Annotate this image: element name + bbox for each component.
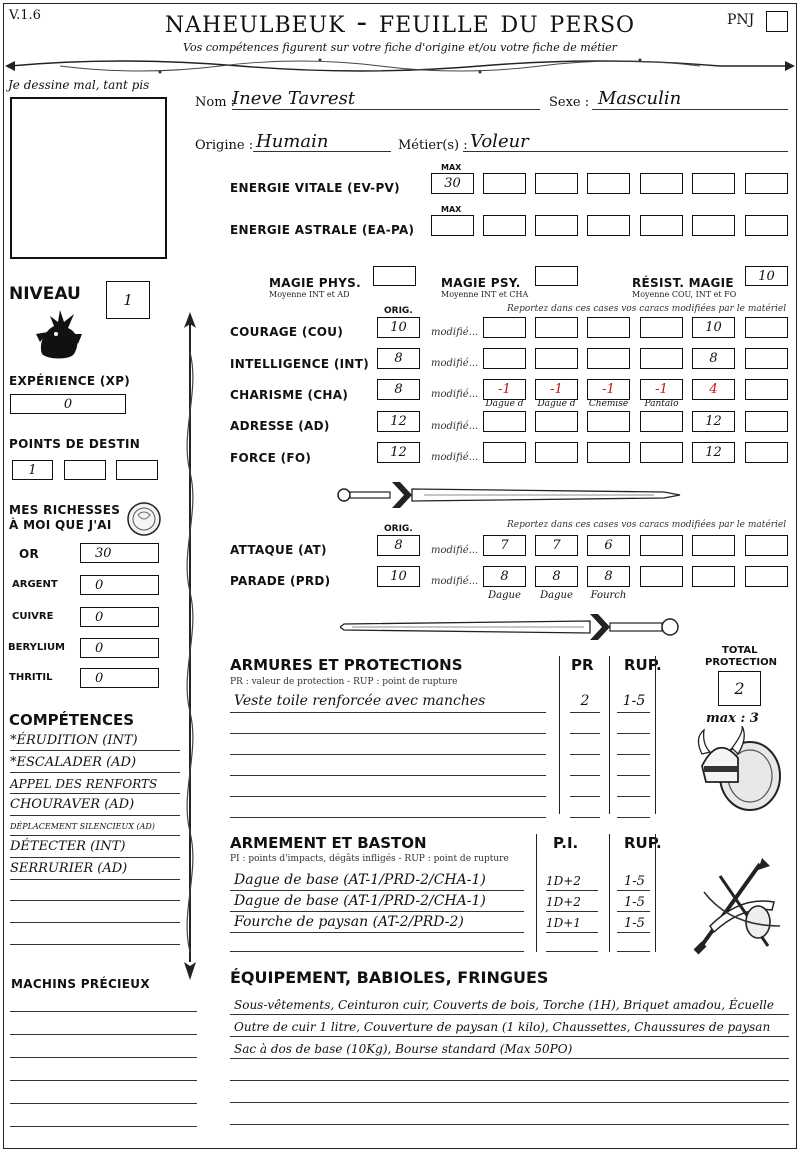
- armure-pr[interactable]: 2: [580, 693, 590, 709]
- carac-mod-cha[interactable]: -1: [640, 379, 683, 400]
- ea-box[interactable]: [640, 215, 683, 236]
- carac-mod-cha[interactable]: -1: [587, 379, 630, 400]
- armure-line: [570, 754, 600, 755]
- armure-line: [570, 775, 600, 776]
- combat-orig-label: ORIG.: [384, 524, 413, 534]
- competence-item[interactable]: APPEL DES RENFORTS: [10, 777, 158, 791]
- carac-mod-fo[interactable]: 12: [692, 442, 735, 463]
- armement-divider: [655, 834, 656, 952]
- magie-psy-note: Moyenne INT et CHA: [441, 290, 529, 299]
- armure-rup[interactable]: 1-5: [622, 693, 646, 709]
- parade-label: PARADE (PRD): [230, 574, 331, 588]
- competence-line: [10, 750, 180, 751]
- carac-mod-cha[interactable]: [745, 379, 788, 400]
- ea-max-label: MAX: [441, 205, 462, 214]
- carac-modif-label: modifié...: [431, 452, 479, 463]
- ev-label: ENERGIE VITALE (EV-PV): [230, 181, 400, 195]
- carac-orig-cha[interactable]: 8: [377, 379, 420, 400]
- arme-line: [617, 890, 650, 891]
- carac-orig-ad[interactable]: 12: [377, 411, 420, 432]
- destin-box[interactable]: 1: [12, 460, 53, 480]
- ea-box[interactable]: [535, 215, 578, 236]
- experience-box[interactable]: 0: [10, 394, 126, 414]
- armure-line: [230, 712, 546, 713]
- carac-mod-int[interactable]: [640, 348, 683, 369]
- argent-box[interactable]: 0: [80, 575, 159, 595]
- metier-label: Métier(s) :: [398, 138, 468, 153]
- carac-mod-fo[interactable]: [745, 442, 788, 463]
- arme-line: [230, 932, 524, 933]
- machins-line: [10, 1057, 197, 1058]
- arme-line: [546, 911, 598, 912]
- arme-pi[interactable]: 1D+2: [546, 895, 581, 909]
- ev-max-box[interactable]: 30: [431, 173, 474, 194]
- destin-label: POINTS DE DESTIN: [9, 437, 141, 451]
- competence-item[interactable]: *ESCALADER (AD): [10, 755, 137, 770]
- magie-psy-box[interactable]: [535, 266, 578, 286]
- competences-label: COMPÉTENCES: [9, 711, 135, 729]
- arme-line: [617, 951, 650, 952]
- magie-phys-box[interactable]: [373, 266, 416, 286]
- machins-line: [10, 1034, 197, 1035]
- carac-modif-label: modifié...: [431, 389, 479, 400]
- ea-max-box[interactable]: [431, 215, 474, 236]
- attaque-mod[interactable]: 6: [587, 535, 630, 556]
- armures-col-pr: PR: [571, 656, 594, 674]
- carac-mod-cha[interactable]: -1: [535, 379, 578, 400]
- arme-line: [546, 890, 598, 891]
- competence-item[interactable]: SERRURIER (AD): [10, 861, 128, 876]
- cuivre-box[interactable]: 0: [80, 607, 159, 627]
- ea-box[interactable]: [587, 215, 630, 236]
- page-title: naheulbeuk - feuille du perso: [164, 4, 636, 40]
- version-label: V.1.6: [9, 8, 41, 23]
- equipement-line: [230, 1080, 789, 1081]
- armures-divider: [559, 656, 560, 814]
- arme-line: [617, 911, 650, 912]
- thritil-label: THRITIL: [9, 672, 53, 683]
- cha-note: Pantalo: [644, 399, 679, 409]
- machins-line: [10, 1103, 197, 1104]
- sexe-value[interactable]: Masculin: [598, 88, 682, 109]
- carac-note: Reportez dans ces cases vos caracs modifiées par le matériel: [507, 304, 787, 314]
- total-protection-box[interactable]: 2: [718, 671, 761, 706]
- armure-line: [230, 775, 546, 776]
- carac-mod-cou[interactable]: [745, 317, 788, 338]
- competence-line: [10, 900, 180, 901]
- total-protection-max: max : 3: [706, 711, 759, 726]
- armure-line: [570, 712, 600, 713]
- combat-modif-label: modifié...: [431, 545, 479, 556]
- arme-line: [230, 951, 524, 952]
- nom-value[interactable]: Ineve Tavrest: [232, 88, 356, 109]
- metier-value[interactable]: Voleur: [470, 131, 529, 152]
- parade-mod[interactable]: [640, 566, 683, 587]
- armement-col-rup: RUP.: [624, 834, 662, 852]
- carac-modif-label: modifié...: [431, 421, 479, 432]
- carac-mod-ad[interactable]: [483, 411, 526, 432]
- carac-mod-ad[interactable]: [640, 411, 683, 432]
- carac-orig-cou[interactable]: 10: [377, 317, 420, 338]
- equipement-title: ÉQUIPEMENT, BABIOLES, FRINGUES: [230, 968, 549, 987]
- armure-line: [617, 775, 650, 776]
- combat-note-weapon: Fourch: [590, 590, 627, 601]
- competence-item[interactable]: CHOURAVER (AD): [10, 797, 135, 812]
- metier-underline: [463, 151, 788, 152]
- nom-underline: [232, 109, 540, 110]
- armure-line: [617, 817, 650, 818]
- arme-line: [546, 951, 598, 952]
- machins-line: [10, 1011, 197, 1012]
- machins-line: [10, 1126, 197, 1127]
- arme-line: [230, 911, 524, 912]
- parade-mod[interactable]: [745, 566, 788, 587]
- berylium-label: BERYLIUM: [8, 642, 66, 653]
- carac-modif-label: modifié...: [431, 327, 479, 338]
- competence-line: [10, 922, 180, 923]
- carac-mod-fo[interactable]: [640, 442, 683, 463]
- attaque-mod[interactable]: 7: [535, 535, 578, 556]
- attaque-mod[interactable]: 7: [483, 535, 526, 556]
- arme-pi[interactable]: 1D+2: [546, 874, 581, 888]
- armure-line: [617, 712, 650, 713]
- carac-mod-ad[interactable]: [535, 411, 578, 432]
- nom-label: Nom :: [195, 95, 236, 110]
- armure-line: [570, 733, 600, 734]
- carac-orig-label: ORIG.: [384, 306, 413, 316]
- carac-mod-ad[interactable]: [745, 411, 788, 432]
- arme-name[interactable]: Fourche de paysan (AT-2/PRD-2): [234, 914, 464, 930]
- arme-line: [617, 932, 650, 933]
- parade-mod[interactable]: [692, 566, 735, 587]
- combat-note-weapon: Dague: [488, 590, 521, 601]
- carac-label-fo: FORCE (FO): [230, 451, 312, 465]
- richesses-label-2: À MOI QUE J'AI: [9, 518, 112, 532]
- armures-title: ARMURES ET PROTECTIONS: [230, 656, 463, 674]
- carac-label-ad: ADRESSE (AD): [230, 419, 330, 433]
- attaque-mod[interactable]: [692, 535, 735, 556]
- attaque-mod[interactable]: [640, 535, 683, 556]
- armure-line: [617, 796, 650, 797]
- carac-mod-fo[interactable]: [587, 442, 630, 463]
- cha-note: Dague d: [485, 399, 524, 409]
- ea-label: ENERGIE ASTRALE (EA-PA): [230, 223, 415, 237]
- armure-line: [230, 754, 546, 755]
- header-vine-ornament: [0, 52, 800, 80]
- carac-mod-int[interactable]: [587, 348, 630, 369]
- total-protection-label: TOTAL: [722, 645, 758, 656]
- carac-mod-cou[interactable]: [587, 317, 630, 338]
- niveau-box[interactable]: 1: [106, 281, 150, 319]
- carac-orig-fo[interactable]: 12: [377, 442, 420, 463]
- magie-psy-label: MAGIE PSY.: [441, 276, 521, 290]
- attaque-orig[interactable]: 8: [377, 535, 420, 556]
- competence-item[interactable]: *ÉRUDITION (INT): [10, 733, 138, 748]
- combat-modif-label: modifié...: [431, 576, 479, 587]
- ea-box[interactable]: [745, 215, 788, 236]
- attaque-mod[interactable]: [745, 535, 788, 556]
- equipement-line: [230, 1036, 789, 1037]
- resist-magie-label: RÉSIST. MAGIE: [632, 276, 734, 290]
- competence-item[interactable]: DÉTECTER (INT): [10, 839, 126, 854]
- portrait-box[interactable]: [10, 97, 167, 259]
- magie-phys-note: Moyenne INT et AD: [269, 290, 350, 299]
- carac-label-int: INTELLIGENCE (INT): [230, 357, 369, 371]
- arme-rup[interactable]: 1-5: [624, 916, 645, 931]
- weapons-icon: [690, 856, 786, 956]
- competence-line: [10, 835, 180, 836]
- ev-box[interactable]: [587, 173, 630, 194]
- carac-mod-cou[interactable]: [640, 317, 683, 338]
- magie-phys-label: MAGIE PHYS.: [269, 276, 361, 290]
- competence-line: [10, 772, 180, 773]
- armement-col-pi: P.I.: [553, 834, 579, 852]
- machins-line: [10, 1080, 197, 1081]
- armure-line: [230, 817, 546, 818]
- equipement-line: [230, 1102, 789, 1103]
- armement-title: ARMEMENT ET BASTON: [230, 834, 427, 852]
- competence-line: [10, 793, 180, 794]
- equipement-line-text[interactable]: Sous-vêtements, Ceinturon cuir, Couverts de bois, Torche (1H), Briquet amadou, Écuelle: [234, 998, 774, 1012]
- ev-box[interactable]: [640, 173, 683, 194]
- pnj-checkbox[interactable]: [766, 11, 788, 32]
- arme-name[interactable]: Dague de base (AT-1/PRD-2/CHA-1): [234, 893, 486, 909]
- armures-divider: [655, 656, 656, 814]
- experience-label: EXPÉRIENCE (XP): [9, 374, 131, 388]
- armement-divider: [536, 834, 537, 952]
- carac-orig-int[interactable]: 8: [377, 348, 420, 369]
- combat-note-weapon: Dague: [540, 590, 573, 601]
- competence-line: [10, 944, 180, 945]
- ev-box[interactable]: [535, 173, 578, 194]
- combat-note: Reportez dans ces cases vos caracs modifiées par le matériel: [507, 520, 787, 530]
- carac-mod-ad[interactable]: 12: [692, 411, 735, 432]
- arme-rup[interactable]: 1-5: [624, 895, 645, 910]
- dragon-icon: [34, 304, 84, 362]
- armures-col-rup: RUP.: [624, 656, 662, 674]
- niveau-label: NIVEAU: [9, 284, 81, 304]
- sexe-underline: [592, 109, 788, 110]
- arme-rup[interactable]: 1-5: [624, 874, 645, 889]
- attaque-label: ATTAQUE (AT): [230, 543, 327, 557]
- carac-mod-cou[interactable]: [483, 317, 526, 338]
- armement-legend: PI : points d'impacts, dégâts infligés - RUP : point de rupture: [230, 854, 509, 864]
- armures-legend: PR : valeur de protection - RUP : point de rupture: [230, 677, 458, 687]
- machins-label: MACHINS PRÉCIEUX: [11, 977, 150, 991]
- equipement-line: [230, 1124, 789, 1125]
- armement-divider: [609, 834, 610, 952]
- parade-orig[interactable]: 10: [377, 566, 420, 587]
- cha-note: Dague d: [537, 399, 576, 409]
- competence-line: [10, 857, 180, 858]
- ev-box[interactable]: [692, 173, 735, 194]
- equipement-line: [230, 1058, 789, 1059]
- cha-note: Chemise: [588, 399, 629, 409]
- berylium-box[interactable]: 0: [80, 638, 159, 658]
- carac-mod-int[interactable]: [535, 348, 578, 369]
- ev-box[interactable]: [483, 173, 526, 194]
- parade-mod[interactable]: 8: [483, 566, 526, 587]
- arme-line: [546, 932, 598, 933]
- equipement-line-text[interactable]: Sac à dos de base (10Kg), Bourse standard (Max 50PO): [234, 1042, 573, 1056]
- carac-mod-int[interactable]: [745, 348, 788, 369]
- parade-mod[interactable]: 8: [535, 566, 578, 587]
- ea-box[interactable]: [483, 215, 526, 236]
- origine-underline: [253, 151, 391, 152]
- carac-mod-ad[interactable]: [587, 411, 630, 432]
- or-label: OR: [19, 547, 40, 561]
- ea-box[interactable]: [692, 215, 735, 236]
- armures-divider: [609, 656, 610, 814]
- origine-value[interactable]: Humain: [256, 131, 329, 152]
- thritil-box[interactable]: 0: [80, 668, 159, 688]
- armure-line: [617, 754, 650, 755]
- resist-magie-box[interactable]: 10: [745, 266, 788, 286]
- competence-item[interactable]: DÉPLACEMENT SILENCIEUX (AD): [10, 822, 155, 831]
- page-subtitle: Vos compétences figurent sur votre fiche d'origine et/ou votre fiche de métier: [183, 41, 617, 54]
- portrait-caption: Je dessine mal, tant pis: [8, 78, 150, 92]
- coin-icon: [126, 501, 162, 537]
- carac-mod-cou[interactable]: [535, 317, 578, 338]
- arme-line: [230, 890, 524, 891]
- sexe-label: Sexe :: [549, 95, 590, 110]
- armure-line: [230, 733, 546, 734]
- richesses-label: MES RICHESSES: [9, 503, 121, 517]
- armure-line: [570, 796, 600, 797]
- carac-mod-fo[interactable]: [535, 442, 578, 463]
- armure-name[interactable]: Veste toile renforcée avec manches: [234, 693, 486, 709]
- carac-mod-fo[interactable]: [483, 442, 526, 463]
- arme-name[interactable]: Dague de base (AT-1/PRD-2/CHA-1): [234, 872, 486, 888]
- carac-mod-cou[interactable]: 10: [692, 317, 735, 338]
- sword-ornament: [340, 610, 685, 644]
- origine-label: Origine :: [195, 138, 254, 153]
- helmet-shield-icon: [692, 726, 784, 814]
- ev-max-label: MAX: [441, 163, 462, 172]
- total-protection-label-2: PROTECTION: [705, 657, 777, 668]
- carac-label-cou: COURAGE (COU): [230, 325, 344, 339]
- equipement-line: [230, 1014, 789, 1015]
- cuivre-label: CUIVRE: [12, 611, 54, 622]
- resist-magie-note: Moyenne COU, INT et FO: [632, 290, 737, 299]
- destin-box[interactable]: [64, 460, 106, 480]
- competence-line: [10, 815, 180, 816]
- ev-box[interactable]: [745, 173, 788, 194]
- or-box[interactable]: 30: [80, 543, 159, 563]
- parade-mod[interactable]: 8: [587, 566, 630, 587]
- carac-mod-cha[interactable]: -1: [483, 379, 526, 400]
- staff-ornament: [178, 312, 202, 980]
- armure-line: [617, 733, 650, 734]
- armure-line: [230, 796, 546, 797]
- competence-line: [10, 879, 180, 880]
- equipement-line-text[interactable]: Outre de cuir 1 litre, Couverture de paysan (1 kilo), Chaussettes, Chaussures de paysan: [234, 1020, 771, 1034]
- arme-pi[interactable]: 1D+1: [546, 916, 581, 930]
- carac-mod-int[interactable]: 8: [692, 348, 735, 369]
- carac-mod-int[interactable]: [483, 348, 526, 369]
- armure-line: [570, 817, 600, 818]
- pnj-label: PNJ: [727, 12, 755, 28]
- carac-modif-label: modifié...: [431, 358, 479, 369]
- destin-box[interactable]: [116, 460, 158, 480]
- carac-label-cha: CHARISME (CHA): [230, 388, 349, 402]
- sword-ornament: [334, 478, 684, 512]
- carac-mod-cha[interactable]: 4: [692, 379, 735, 400]
- argent-label: ARGENT: [12, 579, 58, 590]
